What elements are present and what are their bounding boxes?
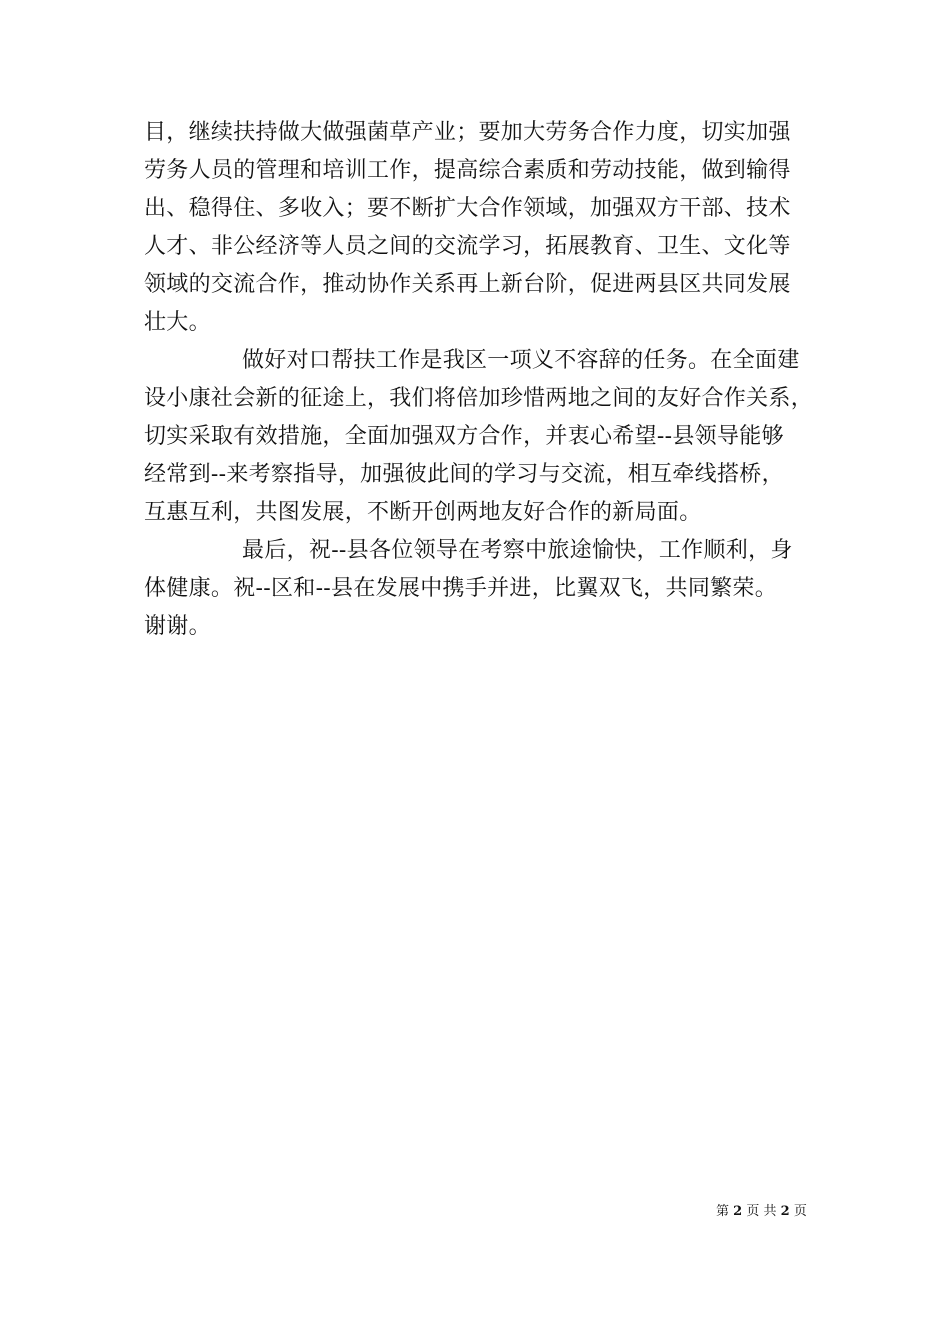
text-line: 体健康。祝--区和--县在发展中携手并进，比翼双飞，共同繁荣。 bbox=[144, 576, 778, 601]
footer-middle: 页 共 bbox=[746, 1204, 777, 1219]
text-line: 谢谢。 bbox=[144, 614, 211, 639]
text-line: 做好对口帮扶工作是我区一项义不容辞的任务。在全面建 bbox=[242, 348, 800, 373]
text-line: 目，继续扶持做大做强菌草产业；要加大劳务合作力度，切实加强 bbox=[144, 120, 791, 145]
paragraph-3 bbox=[144, 532, 824, 646]
text-line: 设小康社会新的征途上，我们将倍加珍惜两地之间的友好合作关系， bbox=[144, 386, 814, 411]
paragraph-2 bbox=[144, 342, 824, 532]
footer-current-page: 2 bbox=[733, 1204, 743, 1219]
text-line: 人才、非公经济等人员之间的交流学习，拓展教育、卫生、文化等 bbox=[144, 234, 791, 259]
footer-suffix: 页 bbox=[793, 1204, 807, 1219]
paragraph-1 bbox=[144, 114, 824, 342]
text-line: 出、稳得住、多收入；要不断扩大合作领域，加强双方干部、技术 bbox=[144, 196, 791, 221]
page-number-footer bbox=[716, 1203, 807, 1221]
text-line: 壮大。 bbox=[144, 310, 211, 335]
text-line: 互惠互利，共图发展，不断开创两地友好合作的新局面。 bbox=[144, 500, 702, 525]
footer-total-pages: 2 bbox=[780, 1204, 790, 1219]
footer-prefix: 第 bbox=[716, 1204, 730, 1219]
text-line: 领域的交流合作，推动协作关系再上新台阶，促进两县区共同发展 bbox=[144, 272, 791, 297]
text-line: 劳务人员的管理和培训工作，提高综合素质和劳动技能，做到输得 bbox=[144, 158, 791, 183]
text-line: 最后，祝--县各位领导在考察中旅途愉快，工作顺利，身 bbox=[242, 538, 793, 563]
document-body bbox=[144, 114, 824, 646]
text-line: 切实采取有效措施，全面加强双方合作，并衷心希望--县领导能够 bbox=[144, 424, 784, 449]
text-line: 经常到--来考察指导，加强彼此间的学习与交流，相互牵线搭桥， bbox=[144, 462, 784, 487]
